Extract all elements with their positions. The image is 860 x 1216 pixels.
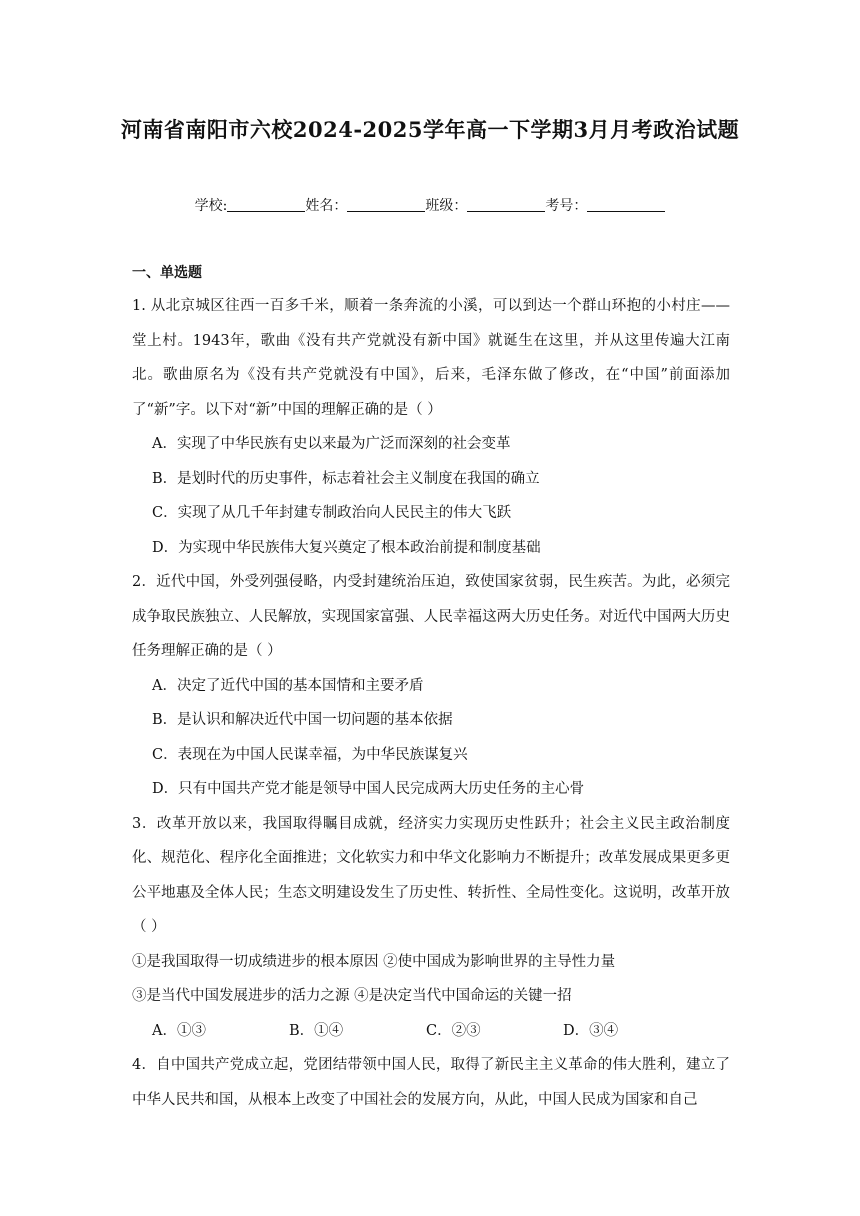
question-2-option-a: A．决定了近代中国的基本国情和主要矛盾 — [152, 677, 424, 694]
question-3-option-a: A．①③ — [152, 1022, 206, 1039]
question-1-option-a: A．实现了中华民族有史以来最为广泛而深刻的社会变革 — [152, 436, 511, 452]
name-blank — [347, 197, 425, 212]
question-1-option-b: B．是划时代的历史事件，标志着社会主义制度在我国的确立 — [152, 470, 540, 487]
question-3-option-c: C．②③ — [426, 1022, 481, 1039]
class-blank — [467, 197, 545, 212]
exam-number-blank — [587, 197, 665, 212]
question-3-option-b: B．①④ — [289, 1022, 344, 1039]
school-label: 学校: — [194, 198, 228, 214]
section-heading: 一、单选题 — [132, 265, 202, 281]
question-1-option-c: C．实现了从几千年封建专制政治向人民民主的伟大飞跃 — [152, 505, 512, 521]
question-3-stem: 3．改革开放以来，我国取得瞩目成就，经济实力实现历史性跃升；社会主义民主政治制度化、规范化、程序化全面推进；文化软实力和中华文化影响力不断提升；改革发展成果更多更公平地惠及全体人民；生态文明建设发生了历史性、转折性、全局性变化。这说明，改革开放（ ） — [132, 815, 730, 935]
question-list — [132, 289, 730, 1117]
name-label: 姓名： — [305, 198, 348, 214]
question-2-option-d: D．只有中国共产党才能是领导中国人民完成两大历史任务的主心骨 — [152, 781, 585, 797]
question-4-stem: 4．自中国共产党成立起，党团结带领中国人民，取得了新民主主义革命的伟大胜利，建立了中华人民共和国，从根本上改变了中国社会的发展方向，从此，中国人民成为国家和自己 — [132, 1057, 730, 1108]
student-info-line — [0, 196, 860, 216]
question-2-stem: 2．近代中国，外受列强侵略，内受封建统治压迫，致使国家贫弱，民生疾苦。为此，必须完成争取民族独立、人民解放，实现国家富强、人民幸福这两大历史任务。对近代中国两大历史任务理解正确的是（ ） — [132, 574, 730, 659]
question-3-options — [152, 1014, 730, 1049]
class-label: 班级： — [425, 198, 468, 214]
question-2-option-c: C．表现在为中国人民谋幸福，为中华民族谋复兴 — [152, 746, 468, 763]
question-1-stem: 1. 从北京城区往西一百多千米，顺着一条奔流的小溪，可以到达一个群山环抱的小村庄——堂上村。1943年，歌曲《没有共产党就没有新中国》就诞生在这里，并从这里传遍大江南北。歌曲原名为《没有共产党就没有中国》，后来，毛泽东做了修改，在“中国”前面添加了“新”字。以下对“新”中国的理解正确的是（ ） — [132, 298, 730, 418]
exam-title: 河南省南阳市六校2024-2025学年高一下学期3月月考政治试题 — [120, 117, 740, 142]
exam-number-label: 考号： — [545, 198, 588, 214]
question-3-statements-2: ③是当代中国发展进步的活力之源 ④是决定当代中国命运的关键一招 — [132, 988, 572, 1004]
school-blank — [227, 197, 305, 212]
question-1-option-d: D．为实现中华民族伟大复兴奠定了根本政治前提和制度基础 — [152, 539, 541, 556]
question-3-option-d: D．③④ — [563, 1022, 619, 1039]
question-2-option-b: B．是认识和解决近代中国一切问题的基本依据 — [152, 712, 453, 728]
question-3-statements-1: ①是我国取得一切成绩进步的根本原因 ②使中国成为影响世界的主导性力量 — [132, 953, 616, 970]
